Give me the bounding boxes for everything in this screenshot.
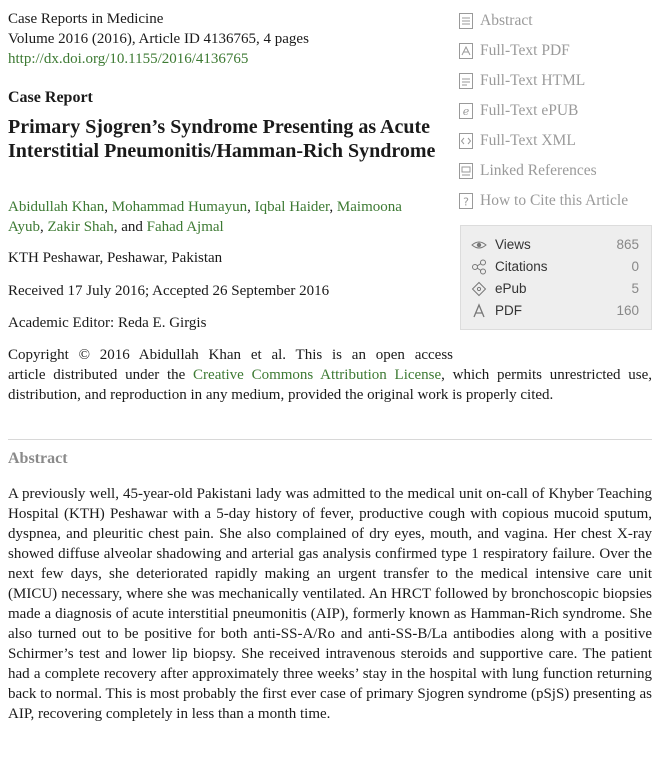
affiliation: KTH Peshawar, Peshawar, Pakistan [8, 250, 223, 266]
journal-name: Case Reports in Medicine [8, 11, 164, 27]
article-title: Primary Sjogren’s Syndrome Presenting as Acute Interstitial Pneumonitis/Hamman-Rich Syndrome [8, 116, 436, 162]
metric-label: PDF [495, 303, 522, 318]
author-link[interactable]: Zakir Shah [47, 219, 114, 235]
copyright-notice [8, 345, 652, 405]
sidebar-item-epub[interactable] [458, 96, 658, 126]
sidebar-item-abstract[interactable] [458, 6, 658, 36]
author-link[interactable]: Abidullah Khan [8, 199, 105, 215]
metric-row-pdf [471, 301, 639, 321]
received-accepted-dates: Received 17 July 2016; Accepted 26 September 2016 [8, 283, 330, 299]
sidebar-item-label: How to Cite this Article [480, 192, 629, 209]
sidebar-item-label: Full-Text PDF [480, 42, 570, 59]
sidebar-item-label: Full-Text XML [480, 132, 576, 149]
metric-row-epub [471, 279, 639, 299]
author-link[interactable]: Maimoona Ayub [8, 199, 402, 235]
epub-icon [458, 102, 474, 120]
sidebar-item-html[interactable] [458, 66, 658, 96]
sidebar-item-cite[interactable] [458, 186, 658, 216]
author-link[interactable]: Iqbal Haider [254, 199, 330, 215]
references-icon [458, 162, 474, 180]
copyright-line: Copyright © 2016 Abidullah Khan et al. This is an open access [8, 347, 453, 363]
author-list: Abidullah Khan, Mohammad Humayun, Iqbal Haider, Maimoona Ayub, Zakir Shah, and Fahad Ajmal [8, 199, 402, 235]
volume-info: Volume 2016 (2016), Article ID 4136765, 4 pages [8, 31, 309, 47]
metric-value: 865 [616, 237, 639, 252]
sidebar-links [458, 6, 658, 216]
sidebar-item-xml[interactable] [458, 126, 658, 156]
sidebar-item-label: Full-Text HTML [480, 72, 586, 89]
article-metrics-box [460, 225, 652, 330]
author-link[interactable]: Fahad Ajmal [146, 219, 224, 235]
metric-value: 5 [631, 281, 639, 296]
sidebar-item-pdf[interactable] [458, 36, 658, 66]
tag-icon [471, 281, 487, 297]
svg-text:?: ? [463, 195, 469, 209]
sidebar-item-label: Abstract [480, 12, 533, 29]
xml-icon [458, 132, 474, 150]
academic-editor: Academic Editor: Reda E. Girgis [8, 315, 207, 331]
abstract-body: A previously well, 45-year-old Pakistani lady was admitted to the medical unit on-call of Khyber Teaching Hospital (KTH) Peshawar with a 5-day history of fever, productive cough with copious mucoid sputum, dyspnea, and pleuritic chest pain. She also complained of dry eyes, mouth, and vagina. Her chest X-ray showed diffuse alveolar shadowing and arterial gas analysis confirmed type 1 respiratory failure. Over the next few days, she deteriorated rapidly making an urgent transfer to the medical intensive care unit (MICU) necessary, where she was mechanically ventilated. An HRCT followed by bronchoscopic biopsies made a diagnosis of acute interstitial pneumonitis (AIP), formerly known as Hamman-Rich syndrome. She also turned out to be positive for both anti-SS-A/Ro and anti-SS-B/La antibodies along with a positive Schirmer’s test and lower lip biopsy. She received intravenous steroids and supportive care. The patient had a complete recovery after approximately three weeks’ stay in the hospital with lung function returning back to normal. This is most probably the first ever case of primary Sjogren syndrome (pSjS) presenting as AIP, recovering completely in less than a month time. [8, 486, 652, 722]
license-link[interactable]: Creative Commons Attribution License [193, 367, 442, 383]
cite-icon [458, 192, 474, 210]
eye-icon [471, 237, 487, 253]
share-icon [471, 259, 487, 275]
doi-link[interactable]: http://dx.doi.org/10.1155/2016/4136765 [8, 51, 249, 67]
metric-row-views [471, 235, 639, 255]
metric-label: Views [495, 237, 531, 252]
svg-text:e: e [462, 105, 470, 118]
html-icon [458, 72, 474, 90]
author-link[interactable]: Mohammad Humayun [111, 199, 248, 215]
metric-value: 0 [631, 259, 639, 274]
metric-label: ePub [495, 281, 527, 296]
sidebar-item-label: Linked References [480, 162, 597, 179]
section-divider [8, 439, 652, 440]
metric-row-citations [471, 257, 639, 277]
copyright-text: article distributed under the [8, 367, 186, 383]
metric-label: Citations [495, 259, 548, 274]
sidebar-item-label: Full-Text ePUB [480, 102, 579, 119]
abstract-heading: Abstract [8, 450, 68, 467]
metric-value: 160 [616, 303, 639, 318]
article-type: Case Report [8, 89, 93, 106]
pdf-stat-icon [471, 303, 487, 319]
abstract-icon [458, 12, 474, 30]
pdf-icon [458, 42, 474, 60]
copyright-text: , which permits unrestricted use, distribution, and reproduction in any medium, provided the original work is properly cited. [8, 367, 653, 403]
article-meta [8, 9, 438, 69]
sidebar-item-references[interactable] [458, 156, 658, 186]
